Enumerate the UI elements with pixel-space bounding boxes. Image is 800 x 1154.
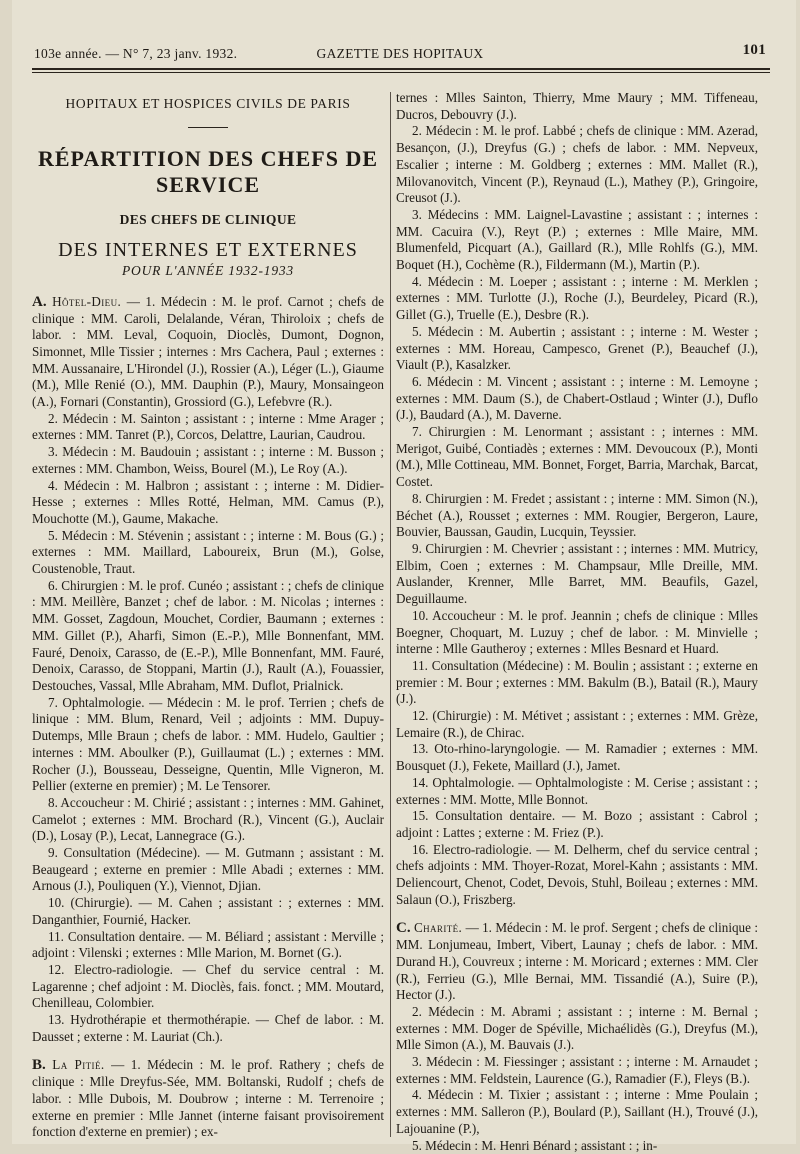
service-entry: 8. Accoucheur : M. Chirié ; assistant : ; internes : MM. Gahinet, Camelot ; externes : MM. Brochard (R.), Vincent (G.), Auclair (D.), Losay (P.), Lecat, Lannegrace (G.). [32,794,384,844]
subtitle-year: POUR L'ANNÉE 1932-1933 [122,263,294,279]
section-c-intro [396,920,758,1004]
hospital-name: La Pitié. [52,1057,105,1073]
service-entry-continued: ternes : Mlles Sainton, Thierry, Mme Maury ; MM. Tiffeneau, Ducros, Debouvry (J.). [396,90,758,122]
right-column [396,90,758,1154]
service-entry: 12. (Chirurgie) : M. Métivet ; assistant : ; externes : MM. Grèze, Lemaire (R.), de Chirac. [396,708,758,740]
service-entry: 10. Accoucheur : M. le prof. Jeannin ; chefs de clinique : Mlles Boegner, Choquart, M. Luzuy ; chef de labor. : M. Minvielle ; interne : Mlle Gautheroy ; externes : Mlles Besnard et Huard. [396,607,758,657]
service-entry: 5. Médecin : M. Henri Bénard ; assistant : ; in- [412,1137,658,1153]
service-entry: 9. Consultation (Médecine). — M. Gutmann ; assistant : M. Beaugeard ; externe en premier : Mlle Abadi ; externes : MM. Arnous (J.), Pouliquen (Y.), Viennot, Djian. [32,845,384,894]
service-entry: 7. Ophtalmologie. — Médecin : M. le prof. Terrien ; chefs de linique : MM. Blum, Renard, Veil ; adjoints : MM. Dupuy-Dutemps, Mlle Braun ; chefs de labor. : MM. Hudelo, Gaultier ; internes : MM. Aboulker (P.), Guillaumat (L.) ; externes : MM. Rocher (J.), Bousseau, Desseigne, Quentin, Mlle Vigneron, M. Pellier (externe en premier) ; M. Le Tensorer. [32,694,384,794]
page-number: 101 [742,42,766,58]
service-entry: 6. Médecin : M. Vincent ; assistant : ; interne : M. Lemoyne ; externes : MM. Daum (S.), de Chabert-Ostlaud ; Winter (J.), Duflo (J.), Baudard (A.), M. Daverne. [396,373,758,423]
service-entry: 3. Médecin : M. Baudouin ; assistant : ; interne : M. Busson ; externes : MM. Chambon, Weiss, Bourel (M.), Le Roy (A.). [32,444,384,476]
section-text: — 1. Médecin : M. le prof. Sergent ; chefs de clinique : MM. Lonjumeau, Imbert, Vibert, Launay ; chefs de labor. : MM. Durand H.), Couvreux ; interne : M. Moricard ; externes : MM. Cler (R.), Ferrieu (G.), Mlle Bernai, MM. Tissandié (A.), Suire (P.), Hector (J.). [396,920,758,1003]
service-entry: 5. Médecin : M. Aubertin ; assistant : ; interne : M. Wester ; externes : MM. Horeau, Campesco, Grenet (P.), Beauchef (J.), Viault (P.), Kasalzker. [396,323,758,373]
service-entry: 3. Médecins : MM. Laignel-Lavastine ; assistant : ; internes : MM. Cacuira (V.), Reyt (P.) ; externes : Mlle Maire, MM. Blumenfeld, Picquart (A.), Gaillard (R.), Mlle Rohlfs (G.), MM. Boquet (H.), Cochème (R.), Fildermann (M.), Martin (P.). [396,206,758,273]
service-entry: 2. Médecin : M. Sainton ; assistant : ; interne : Mme Arager ; externes : MM. Tanret (P.), Corcos, Delattre, Laurian, Caudrou. [32,410,384,443]
service-entry: 11. Consultation (Médecine) : M. Boulin ; assistant : ; externe en premier : M. Bour ; externes : MM. Bakulm (B.), Batail (R.), Maury (J.). [396,657,758,707]
section-letter: C. [396,920,411,937]
article-title: RÉPARTITION DES CHEFS DE SERVICE [37,145,379,197]
hospital-name: Charité. [413,920,463,936]
left-column [32,90,384,1141]
newspaper-page [12,0,796,1153]
service-entry: 13. Oto-rhino-laryngologie. — M. Ramadier ; externes : MM. Bousquet (J.), Fekete, Maillard (J.), Jamet. [396,741,758,774]
service-entry: 9. Chirurgien : M. Chevrier ; assistant : ; internes : MM. Mutricy, Elbim, Coen ; externes : M. Champsaur, Mlle Dreille, MM. Auslander, Krenner, Mlle Barret, MM. Beaufils, Gazel, Deguillaume. [396,540,758,607]
service-entry: 14. Ophtalmologie. — Ophtalmologiste : M. Cerise ; assistant : ; externes : MM. Motte, Mlle Bonnot. [396,774,758,807]
service-entry: 4. Médecin : M. Tixier ; assistant : ; interne : Mme Poulain ; externes : MM. Salleron (P.), Boulard (P.), Saillant (H.), Trouvé (J.), Lajouanine (P.), [396,1087,758,1136]
service-entry: 10. (Chirurgie). — M. Cahen ; assistant : ; externes : MM. Danganthier, Fournié, Hacker. [32,895,384,927]
service-entry: 16. Electro-radiologie. — M. Delherm, chef du service central ; chefs adjoints : MM. Thoyer-Rozat, Morel-Kahn ; assistants : MM. Deliencourt, Chenot, Codet, Devois, Stuhl, Boileau ; externes : MM. Salaun (O.), Friszberg. [396,841,758,907]
issue-info: 103e année. — N° 7, 23 janv. 1932. [34,46,238,61]
service-entry: 15. Consultation dentaire. — M. Bozo ; assistant : Cabrol ; adjoint : Lattes ; externe : M. Friez (P.). [396,808,758,840]
section-text: — 1. Médecin : M. le prof. Carnot ; chefs de clinique : MM. Caroli, Delalande, Véran, Thiroloix ; chefs de labor. : MM. Leval, Coquoin, Dioclès, Dumont, Dognon, Simonnet, Mlle Tissier ; internes : Mrs Cachera, Paul ; externes : MM. Aussanaire, L'Hirondel (J.), Rossier (A.), Léger (L.), Giaume (M.), Mlle Renié (O.), MM. Dauphin (P.), Maury, Monsaingeon (A.), Fornari (Constantin), Grossiord (G.), Lefebvre (R.). [32,293,384,410]
journal-title: GAZETTE DES HOPITAUX [316,46,484,61]
service-entry: 12. Electro-radiologie. — Chef du service central : M. Lagarenne ; chef adjoint : M. Dioclès, fais. fonct. ; MM. Moutard, Chenilleau, Colombier. [32,961,384,1011]
section-text: — 1. Médecin : M. le prof. Rathery ; chefs de clinique : Mlle Dreyfus-Sée, MM. Boltanski, Rudolf ; chefs de labor. : Mlle Dubois, M. Doubrow ; interne : M. Terrenoire ; externe en premier : Mlle Jannet (interne faisant provisoirement fonction d'externe en premier) ; ex- [32,1057,384,1140]
service-entry: 3. Médecin : M. Fiessinger ; assistant : ; interne : M. Arnaudet ; externes : MM. Feldstein, Laurence (G.), Ramadier (F.), Fleys (B.). [396,1054,758,1086]
admin-heading: HOPITAUX ET HOSPICES CIVILS DE PARIS [65,96,351,111]
section-letter: A. [32,293,47,310]
service-entry: 11. Consultation dentaire. — M. Béliard ; assistant : Merville ; adjoint : Vilenski ; externes : Mlle Marion, M. Bornet (G.). [32,928,384,961]
running-head [34,44,766,64]
section-letter: B. [32,1057,46,1074]
service-entry: 4. Médecin : M. Loeper ; assistant : ; interne : M. Merklen ; externes : MM. Turlotte (J.), Roche (J.), Beurdeley, Picard (R.), Gillet (G.), Truelle (E.), Desbre (R.). [396,273,758,323]
header-rule-thin [32,72,770,73]
subtitle-internes: DES INTERNES ET EXTERNES [58,239,358,262]
service-entry: 8. Chirurgien : M. Fredet ; assistant : ; interne : MM. Simon (N.), Béchet (A.), Rousset ; externes : MM. Rougier, Bergeron, Laure, Bouvier, Baussan, Gaudin, Lucquin, Teyssier. [396,490,758,540]
service-entry: 7. Chirurgien : M. Lenormant ; assistant : ; internes : MM. Merigot, Guibé, Contiadès ; externes : MM. Devoucoux (P.), Monti (M.), Mlle Cottineau, MM. Bonnet, Forget, Barria, Marchak, Barcat, Costet. [396,424,758,490]
column-divider [390,92,391,1137]
section-b-intro [32,1057,384,1141]
header-rule [32,68,770,70]
service-entry: 4. Médecin : M. Halbron ; assistant : ; interne : M. Didier-Hesse ; externes : Mlles Rotté, Helman, MM. Camus (P.), Mouchotte (M.), Gaume, Makache. [32,477,384,526]
subtitle-chefs: DES CHEFS DE CLINIQUE [119,211,297,227]
service-entry: 2. Médecin : M. le prof. Labbé ; chefs de clinique : MM. Azerad, Besançon, (J.), Dreyfus (G.) ; chefs de labor. : MM. Nepveux, Escalier ; interne : M. Goldberg ; externes : MM. Mallet (R.), Milovanovitch, Vincent (P.), Reynaud (L.), Mathey (P.), Gringoire, Creusot (J.). [396,123,758,206]
hospital-name: Hôtel-Dieu. [52,293,122,309]
service-entry: 5. Médecin : M. Stévenin ; assistant : ; interne : M. Bous (G.) ; externes : MM. Maillard, Laboureix, Brun (M.), Golse, Coustenoble, Traut. [32,527,384,577]
section-a-intro [32,294,384,411]
service-entry: 13. Hydrothérapie et thermothérapie. — Chef de labor. : M. Dausset ; externe : M. Lauriat (Ch.). [32,1012,384,1044]
service-entry: 6. Chirurgien : M. le prof. Cunéo ; assistant : ; chefs de clinique : MM. Meillère, Banzet ; chef de labor. : M. Nicolas ; internes : MM. Gosset, Zagdoun, Mouchet, Cordier, Baumann ; externes : MM. Gillet (P.), Aharfi, Simon (E.-P.), Mlle Bonnenfant, MM. Fauré, Denoix, Carasso, de (E.-P.), Mlle Bonnenfant, MM. Fauré, Denoix, Carasso, de Stoppani, Martin (J.), Rault (A.), Fouassier, Destouches, Vassal, Mlle Abraham, MM. Duflot, Prialnick. [32,577,384,693]
service-entry: 2. Médecin : M. Abrami ; assistant : ; interne : M. Bernal ; externes : MM. Doger de Spéville, Michaélidès (G.), Dreyfus (M.), Mlle Simon (A.), M. Bauvais (J.). [396,1003,758,1053]
short-divider [188,127,228,128]
